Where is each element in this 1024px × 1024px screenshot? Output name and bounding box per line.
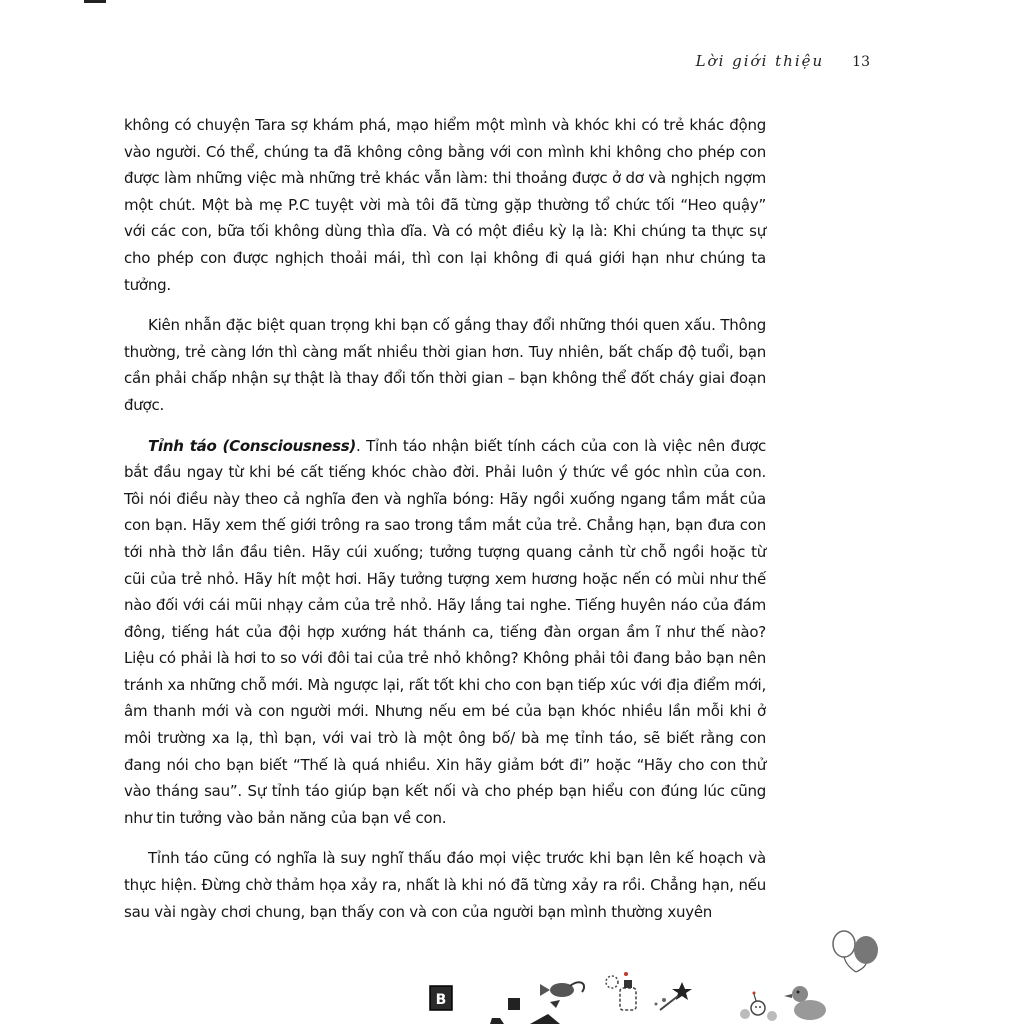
paragraph-consciousness — [124, 433, 766, 832]
caterpillar-toy-icon — [740, 992, 777, 1022]
page-number: 13 — [852, 54, 870, 70]
paragraph: không có chuyện Tara sợ khám phá, mạo hiểm một mình và khóc khi có trẻ khác động vào người. Có thể, chúng ta đã không công bằng với con mình khi không cho phép con được làm những việc mà những trẻ khác vẫn làm: thi thoảng được ở dơ và nghịch ngợm một chút. Một bà mẹ P.C tuyệt vời mà tôi đã từng gặp thường tổ chức tối “Heo quậy” với các con, bữa tối không dùng thìa dĩa. Và có một điều kỳ lạ là: Khi chúng ta thực sự cho phép con được nghịch thoải mái, thì con lại không đi quá giới hạn như chúng ta tưởng. — [124, 116, 766, 294]
paragraph-text: . Tỉnh táo nhận biết tính cách của con là việc nên được bắt đầu ngay từ khi bé cất tiếng khóc chào đời. Phải luôn ý thức về góc nhìn của con. Tôi nói điều này theo cả nghĩa đen và nghĩa bóng: Hãy ngồi xuống ngang tầm mắt của con bạn. Hãy xem thế giới trông ra sao trong tầm mắt của trẻ. Chẳng hạn, bạn đưa con tới nhà thờ lần đầu tiên. Hãy cúi xuống; tưởng tượng quang cảnh từ chỗ ngồi hoặc từ cũi của trẻ nhỏ. Hãy hít một hơi. Hãy tưởng tượng xem hương hoặc nến có mùi như thế nào đối với cái mũi nhạy cảm của trẻ nhỏ. Hãy lắng tai nghe. Tiếng huyên náo của đám đông, tiếng hát của đội hợp xướng hát thánh ca, tiếng đàn organ ầm ĩ như thế nào? Liệu có phải là hơi to so với đôi tai của trẻ nhỏ không? Không phải tôi đang bảo bạn nên tránh xa những chỗ mới. Mà ngược lại, rất tốt khi cho con bạn tiếp xúc với địa điểm mới, âm thanh mới và con người mới. Nhưng nếu em bé của bạn khóc nhiều lần mỗi khi ở môi trường xa lạ, thì bạn, với vai trò là một ông bố/ bà mẹ tỉnh táo, sẽ biết rằng con đang nói cho bạn biết “Thế là quá nhiều. Xin hãy giảm bớt đi” hoặc “Hãy cho con thử vào tháng sau”. Sự tỉnh táo giúp bạn kết nối và cho phép bạn hiểu con đúng lúc cũng như tin tưởng vào bản năng của bạn về con. — [124, 436, 766, 827]
paragraph: Tỉnh táo cũng có nghĩa là suy nghĩ thấu đáo mọi việc trước khi bạn lên kế hoạch và thực hiện. Đừng chờ thảm họa xảy ra, nhất là khi nó đã từng xảy ra rồi. Chẳng hạn, nếu sau vài ngày chơi chung, bạn thấy con và con của người bạn mình thường xuyên — [124, 849, 766, 921]
toy-illustrations — [420, 930, 900, 1024]
fish-toy-icon — [540, 982, 584, 1008]
paragraph-lead-term: Tỉnh táo (Consciousness) — [148, 436, 357, 455]
dice-icon — [508, 998, 520, 1010]
corner-mark — [84, 0, 106, 3]
block-letter: B — [435, 992, 447, 1008]
baby-bottle-icon — [606, 972, 636, 1010]
body-text — [124, 112, 766, 925]
running-header — [600, 52, 870, 70]
paragraph: Kiên nhẫn đặc biệt quan trọng khi bạn cố gắng thay đổi những thói quen xấu. Thông thường, trẻ càng lớn thì càng mất nhiều thời gian hơn. Tuy nhiên, bất chấp độ tuổi, bạn cần phải chấp nhận sự thật là thay đổi tốn thời gian – bạn không thể đốt cháy giai đoạn được. — [124, 316, 766, 414]
star-wand-icon — [655, 982, 693, 1010]
rubber-duck-icon — [784, 986, 826, 1020]
alphabet-block-icon — [430, 986, 452, 1010]
balloons-icon — [833, 931, 878, 972]
chapter-title: Lời giới thiệu — [695, 52, 825, 70]
toy-fragment-icon — [490, 1018, 504, 1024]
toy-fragment-icon — [530, 1014, 560, 1024]
